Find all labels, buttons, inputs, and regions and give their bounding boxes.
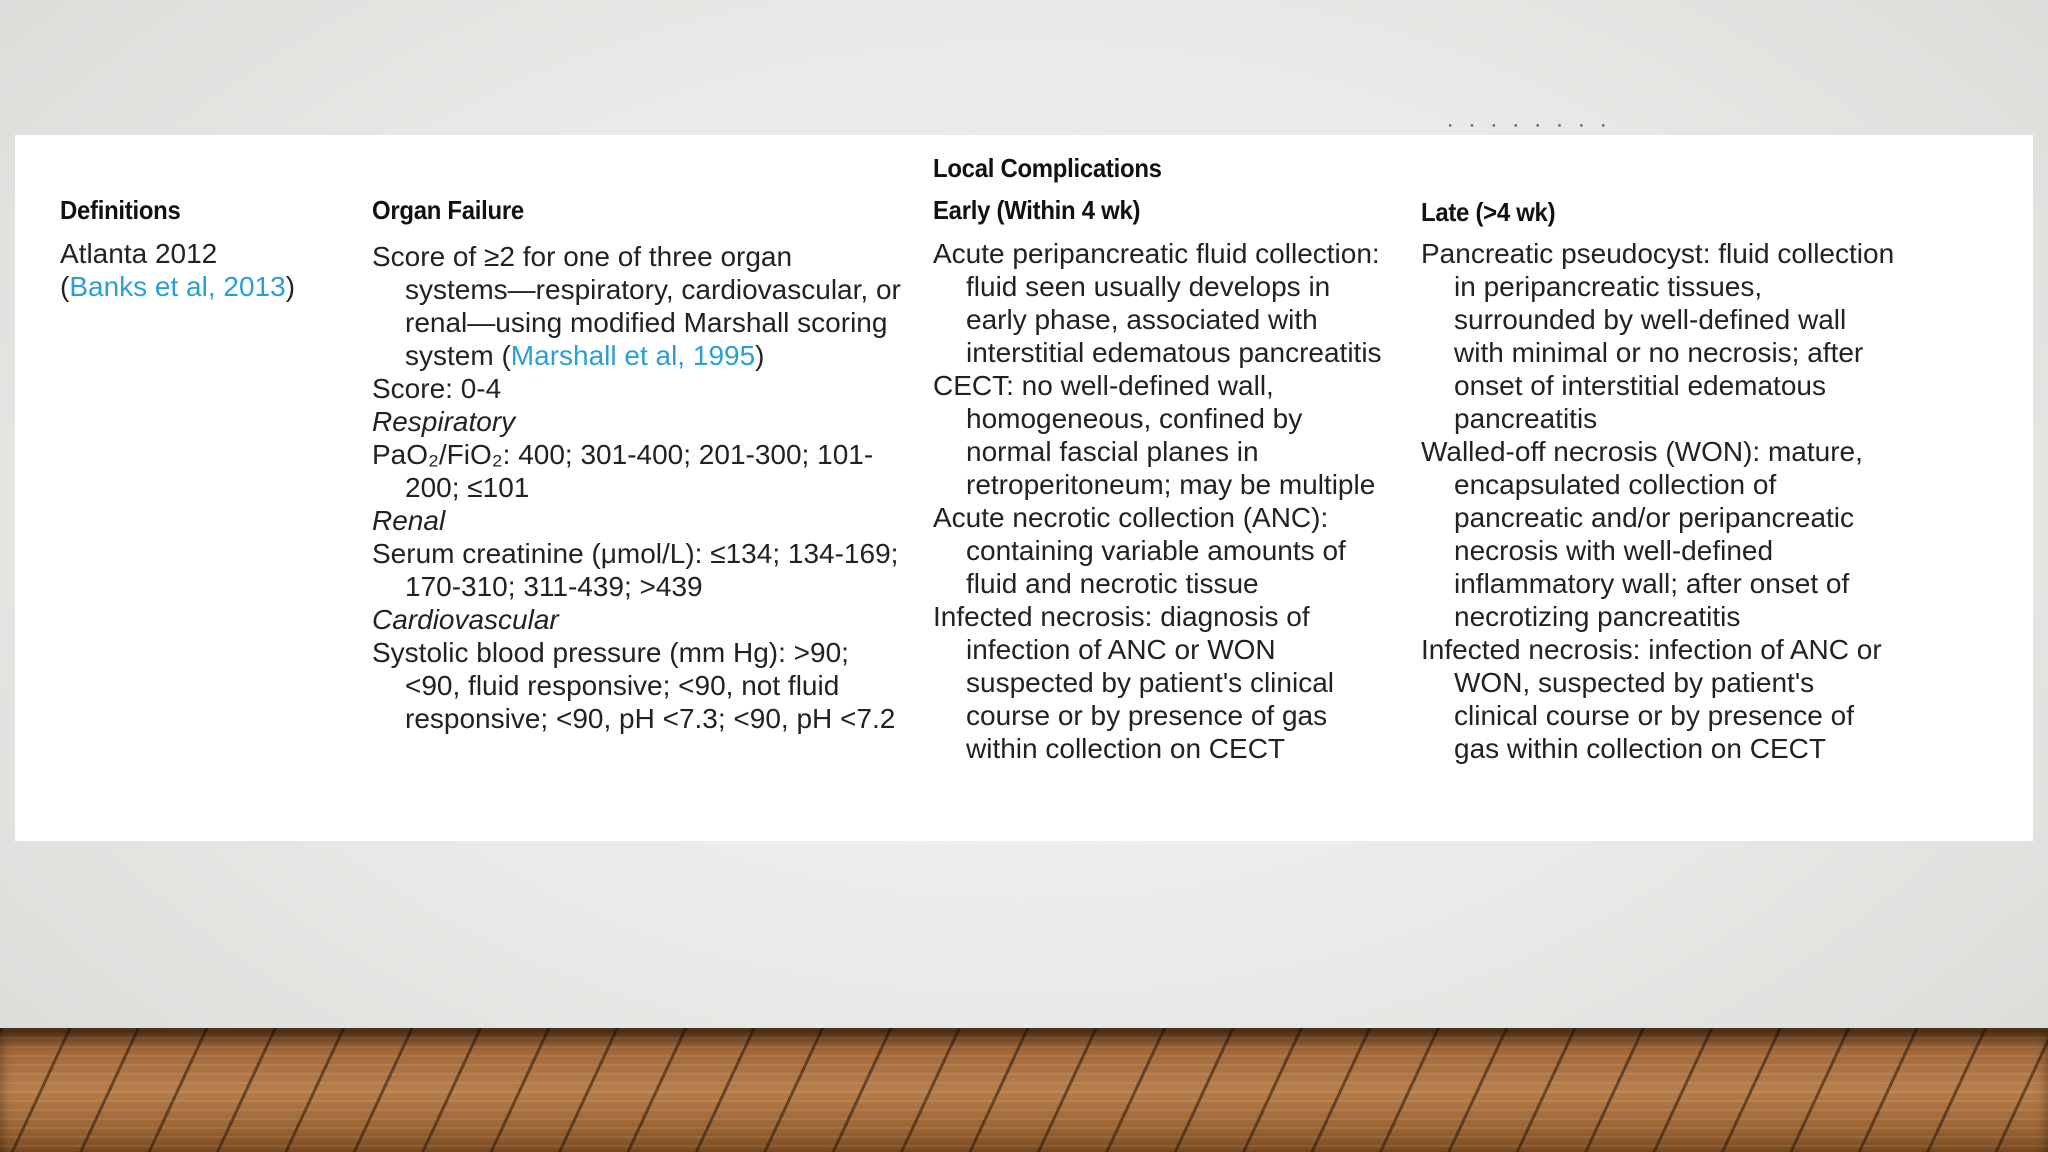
organ-failure-score-text: Score of ≥2 for one of three organ systems—respiratory, cardiovascular, or renal—using modified Marshall scoring system (Marshall et al, 1995) [372, 241, 901, 371]
late-item: Infected necrosis: infection of ANC or WON, suspected by patient's clinical course or by presence of gas within collection on CECT [1421, 634, 1882, 764]
wood-floor [0, 1028, 2048, 1152]
cardiovascular-label: Cardiovascular [372, 604, 559, 635]
early-item: Infected necrosis: diagnosis of infection of ANC or WON suspected by patient's clinical course or by presence of gas within collection on CECT [933, 601, 1334, 764]
table-image [15, 119, 2033, 841]
definitions-column [60, 237, 350, 303]
early-item: Acute peripancreatic fluid collection: fluid seen usually develops in early phase, associated with interstitial edematous pancreatitis [933, 238, 1382, 368]
late-complications-column [1421, 237, 1896, 765]
renal-label: Renal [372, 505, 446, 536]
cardiovascular-values: Systolic blood pressure (mm Hg): >90; <90, fluid responsive; <90, not fluid responsive; <90, pH <7.3; <90, pH <7.2 [372, 637, 896, 734]
respiratory-label: Respiratory [372, 406, 516, 437]
definitions-header: Definitions [60, 195, 181, 225]
banks-reference-link[interactable]: Banks et al, 2013 [69, 271, 286, 302]
late-item: Pancreatic pseudocyst: fluid collection in peripancreatic tissues, surrounded by well-defined wall with minimal or no necrosis; after onset of interstitial edematous pancreatitis [1421, 238, 1895, 434]
organ-failure-column [372, 240, 902, 735]
early-item: CECT: no well-defined wall, homogeneous, confined by normal fascial planes in retroperitoneum; may be multiple [933, 370, 1376, 500]
marshall-reference-link[interactable]: Marshall et al, 1995 [510, 340, 756, 371]
score-range: Score: 0-4 [372, 373, 502, 404]
definition-name: Atlanta 2012 [60, 238, 218, 269]
local-complications-header: Local Complications [933, 153, 1162, 183]
respiratory-values: PaO₂/FiO₂: 400; 301-400; 201-300; 101-200; ≤101 [372, 439, 874, 503]
cropped-text-fragment: ˙ ˙ ˙ ˙ ˙ ˙ ˙ ˙ [1447, 119, 1612, 149]
late-item: Walled-off necrosis (WON): mature, encapsulated collection of pancreatic and/or peripancreatic necrosis with well-defined inflammatory wall; after onset of necrotizing pancreatitis [1421, 436, 1863, 632]
early-complications-column [933, 237, 1388, 765]
renal-values: Serum creatinine (μmol/L): ≤134; 134-169; 170-310; 311-439; >439 [372, 538, 899, 602]
early-header: Early (Within 4 wk) [933, 195, 1141, 225]
organ-failure-header: Organ Failure [372, 195, 524, 225]
definition-reference: (Banks et al, 2013) [60, 271, 296, 302]
late-header: Late (>4 wk) [1421, 197, 1556, 227]
early-item: Acute necrotic collection (ANC): containing variable amounts of fluid and necrotic tissue [933, 502, 1346, 599]
